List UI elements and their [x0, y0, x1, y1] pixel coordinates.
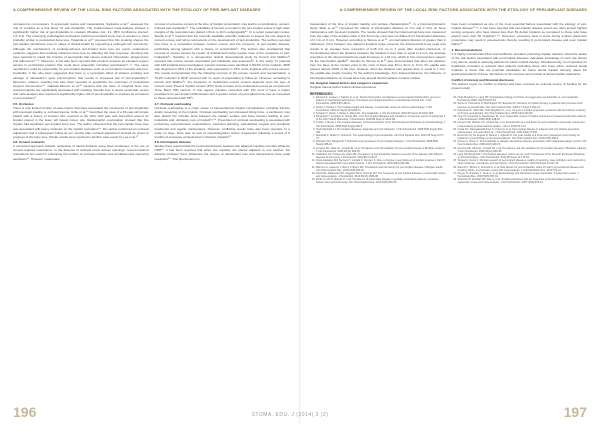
right-column-2	[452, 22, 588, 91]
reference-item: 13. Atieh MA, Alsabeeha NH, Faggion CM Jr, Duncan WJ. The frequency of peri-implant diseases: a systematic review and meta-analysis. J Periodontol. 2013;84(11):1586-98.	[316, 172, 446, 178]
reference-item: 16. Schou S, Holmstrup P, Worthington HV, Esposito M. Outcome of implant therapy in patients with previous tooth loss due to periodontitis. Clin Oral Implants Res. 2006;17 Suppl 2:104-23.	[458, 102, 588, 108]
paragraph: Surgical trauma and/or limited clinical experience	[310, 84, 377, 89]
reference-item: 9. Ferreira SD, Silva GL, Cortelli JR, et al. Prevalence and risk variables for peri-implant disease in Brazilian subjects. J Clin Periodontol. 2006;33(12):929-35.	[316, 147, 446, 153]
reference-item: 10. Koldsland OC, Scheie AA, Aass AM. Prevalence of peri-implantitis related to severity of the disease with different degrees of bone loss. J Periodontol. 2010;81(2):231-8.	[316, 153, 446, 159]
running-head-right: A COMPREHENSIVE REVIEW OF THE LOCAL RISK FACTORS ASSOCIATED WITH THE ETIOLOGY OF PERI-IMPLANT DISEASES	[339, 7, 587, 12]
reference-item: 28. Strietzel FP, Reichart PA, Kale A, et al. Smoking interferes with the prognosis of dental implant treatment: a systematic review and meta-analysis. J Clin Periodontol. 2007;34(6):523-44.	[458, 178, 588, 184]
reference-item: 11. Roos-Jansaker AM, Renvert H, Lindahl C, Renvert S. Nine- to fourteen-year follow-up of implant treatment. Part III: factors associated with peri-implant lesions. J Clin Periodontol. 2006;33(4):296-301.	[316, 159, 446, 165]
reference-item: 25. Tomasi C, Derks J. Clinical research of peri-implant diseases: quality of reporting, case definitions and methods to study incidence, prevalence and risk factors. J Clin Periodontol. 2012;39 Suppl 12:207-23.	[458, 159, 588, 165]
reference-item: 27. Dreyer H, Grischke J, Tiede C, et al. Epidemiology and risk factors of peri-implantitis: A systematic review. J Periodontal Res. 2018;53(5):657-81.	[458, 172, 588, 178]
reference-item: 23. Ferreira SD, Silva GL, Cortelli JR, et al. Prevalence and risk variables for peri-implant disease in Brazilian subjects. J Clin Periodontol. 2006;33(12):929-35.	[458, 147, 588, 153]
section-heading: 4. Recommendations	[451, 47, 483, 52]
section-heading: 3.8. Interimplant distance	[154, 139, 192, 144]
section-heading: 3.9. Surgical related factors and surgeon's experience	[310, 80, 389, 85]
right-page	[300, 0, 600, 424]
left-column-2	[155, 22, 291, 161]
journal-footer: STOMA. EDU. J (2014) 3 (2)	[251, 412, 329, 418]
reference-item: 1. Renvert S, Lessem J, Dahlén G, et al. Topical minocycline microspheres versus topical chlorhexidine gel as an adjunct to mechanical debridement of incipient peri-implant infections: a randomized clinical trial. J Clin Periodontol. 2006;33(5):362-9.	[316, 96, 446, 105]
reference-item: 8. Zitzmann NU, Berglundh T. Definition and prevalence of peri-implant diseases. J Clin Periodontol. 2008;35(8 Suppl):286-91.	[316, 140, 446, 146]
left-columns	[13, 22, 290, 161]
section-heading: Conflict of interest and financial disclosure	[451, 77, 514, 82]
section-heading: 3.7. Occlusal overloading	[154, 101, 192, 106]
paragraph: It is highly recommended that oral healthcare providers practicing implant dentistry should be aware of the risk factors associated with peri-implant diseases. Adequate knowledge of such risk factors may also be useful in selecting patients for future implant therapy. Simultaneously, it is imperative for healthcare providers to educate their patients (including those who have either received dental implants or those that are potential candidates for future dental implant therapy) about the detrimental effects of these risk factors on the success and survival of dental implant treatments.	[451, 51, 587, 77]
paragraph: have been considered as one of the most essential factors associated with the etiology of peri-implant disease⁶⁰·⁶¹. It has been reported that peri-implant disease scores are often at their highest among surgeons who have placed less than 50 dental implants as compared to those who have placed more than 50 implants⁶²·⁶³. Moreover, excessive heat or force during implant placement procedures may result in osteonecrosis thereby resulting in peri-implant disease and even implant failure⁶⁴.	[451, 21, 587, 47]
right-columns	[310, 22, 587, 91]
reference-item: 4. Berglundh T, Armitage G, Araujo MG, et al. Peri-implant diseases and conditions: Consensus report of workgroup 4 of the 2017 World Workshop. J Periodontol. 2018;89 Suppl 1:S313-S8.	[316, 115, 446, 121]
running-head-left: A COMPREHENSIVE REVIEW OF THE LOCAL RISK FACTORS ASSOCIATED WITH THE ETIOLOGY OF PERI-IMPLANT DISEASES	[13, 7, 261, 12]
reference-item: 14. Rinke S, Ohl S, Ziebolz D, et al. Prevalence of periimplant disease in partially edentulous patients: a practice-based cross-sectional study. Clin Oral Implants Res. 2011;22(8):826-33.	[316, 178, 446, 184]
reference-item: 24. Lang NP, Berglundh T. Periimplant diseases: where are we now? Consensus of the Seventh European Workshop on Periodontology. J Clin Periodontol. 2011;38 Suppl 11:178-81.	[458, 153, 588, 159]
paragraph: removal of excessive cement at the time of implant cementation may lead to a complication, cement-induced peri-implantitis⁴⁹. The probability of cement to remain in the peri-implant sulcus is high when margins of the restoration are placed 1.5mm to 3mm subgingivally⁵⁰. In a recent systematic review, Staubli et al.⁵¹ reported that the currently available scientific evidence to assess the role played by cement excess and luting components on the development of peri-implantitis. The authors reported that there is a correlation between cement excess and the presence of peri-implant disease, particularly among patients with a history of periodontitis⁵¹. The authors also emphasized that removal of excess cement by means of debridement helps resolve most of the symptoms of peri-implantitis⁵¹. Similarly, in a retrospective clinical observational study by Korsch and Walther⁵² reported that excess cement associated peri-implantitis was assessed⁵². In this study, 71 patients with 128 implants were investigated. Cement residues were identified in 59.5% of the implants. BOP was observed in 62% of the implants, and suppuration in 15% of the implants with excess cement. The results demonstrated that the following removal of the excess cement and reexamination, a 76.9% reduction in BOP occurred with no signs of suppuration in follow-up. However, according to Korsch and Walther⁵², the frequency of undetected excess cement depends upon the type of cement used. Present implant cement (PIC) tends to leave more undetected excess as compared to Temp Bond (TB) cement. In this regard, implants cemented with PIC tend to have a higher prevalence for peri-implant inflammation and a greater extent of peri-implant bone loss as compared to those cemented with TB⁵².	[154, 21, 291, 101]
left-column-1	[13, 22, 149, 161]
paragraph: There is only limited number of case-reports that have associated the occurrence of peri-implantitis with traumatic loading or occlusal trauma. Uribe et al.⁴⁶ described the case of a 63-year-old female patient with a history of bruxism who reported to the clinic with pain and discomfort around an implant placed in the lower left lateral incisor site. Radiographic examination showed that this implant had significant peri-implant bone loss. The author observed that the peri-implant bone loss was associated with heavy occlusion on the implant restoration⁴⁶. The author performed an occlusal adjustment and a subsequent follow-up ten months after occlusal adjustment showed an arrest of progress of the bone loss. Similar results were reported in another case-report by Lee et al.⁴⁷	[13, 105, 149, 139]
paragraph: The authors report no conflict of interest and have received no external source of funding for the present study.	[451, 81, 587, 90]
references-list-b	[452, 96, 588, 184]
reference-item: 20. Costa FO, Takenaka-Martinez S, Cota LO, et al. Peri-implant disease in subjects with and without preventive maintenance: a 5-year follow-up. J Clin Periodontol. 2012;39(2):173-81.	[458, 128, 588, 134]
reference-item: 15. Heitz-Mayfield LJ, Lang NP. Comparative biology of chronic and aggressive periodontitis vs. peri-implantitis. Periodontol 2000. 2010;53:167-81.	[458, 96, 588, 102]
reference-item: 5. Lindhe J, Meyle J. Peri-implant diseases: Consensus Report of the Sixth European Workshop on Periodontology. J Clin Periodontol. 2008;35(8 Suppl):282-5.	[316, 121, 446, 127]
page-number-left: 196	[13, 404, 37, 420]
references-list-a	[310, 96, 446, 184]
references-heading: REFERENCES	[310, 92, 333, 97]
references	[310, 96, 587, 184]
reference-item: 22. Serino G, Strom C. Peri-implantitis in partially edentulous patients: association with inadequate plaque control. Clin Oral Implants Res. 2009;20(2):169-74.	[458, 140, 588, 146]
right-column-1	[310, 22, 446, 91]
reference-item: 19. Ferreira SD, Martins CC, Amaral SA, et al. Periodontitis as a risk factor for peri-implantitis: systematic review and meta-analysis of observational studies. J Dent. 2018;79:1-10.	[458, 121, 588, 127]
reference-item: 3. Schwarz F, Derks J, Monje A, Wang HL. Peri-implantitis. J Clin Periodontol. 2018;45 Suppl 20:S246-S66.	[316, 112, 446, 115]
reference-item: 21. Roccuzzo M, De Angelis N, Bonino L, Aglietta M. Ten-year results of a three-arm prospective cohort study on implants in periodontally compromised patients. Clin Oral Implants Res. 2010;21(5):490-6.	[458, 134, 588, 140]
reference-item: 12. Marrone A, Lasserre J, Bercy P, Brecx MC. Prevalence and risk factors for peri-implant disease in Belgian adults. Clin Oral Implants Res. 2013;24(8):934-40.	[316, 166, 446, 172]
section-heading: 3.6. Cement remnants	[13, 139, 45, 144]
reference-item: 26. Stacchi C, Berton F, Perinetti G, et al. Risk factors for peri-implantitis: effect of history of periodontal disease and smoking habits. A systematic review and meta-analysis. J Oral Maxillofac Res. 2016;7(3):e3.	[458, 166, 588, 172]
section-heading: 3.5. Occlusion	[13, 101, 34, 106]
page-number-right: 197	[563, 404, 587, 420]
reference-item: 7. Mombelli A, Muller N, Cionca N. The epidemiology of peri-implantitis. Clin Oral Implants Res. 2012;23 Suppl 6:67-76.	[316, 134, 446, 140]
paragraph: A cemented approach towards restoration of dental implants using fixed prostheses is the use of cement-retained restorations. In the absence of occlusal screw access openings, cement-retained restorations are useful in enhancing the number of occlusal contacts and simultaneously improving aesthetics⁴⁸. However, inadequate	[13, 144, 149, 161]
reference-item: 18. Ong CT, Ivanovski S, Needleman IG, et al. Systematic review of implant outcomes in treated periodontitis subjects. J Clin Periodontol. 2008;35(5):438-62.	[458, 115, 588, 121]
paragraph: independent of the time of implant loading and surface characteristics⁵⁷. In a histomorphometric study, Elian et al.⁵⁸ compared the effects of interimplant distance (2 mm and 3 mm) on bone maintenance with two-level implants. The results showed that the interproximal bone loss measured from the edge of the implant collar to the first bone crest was not different for interimplant distances of 2 mm or 3 mm. However, according to Tarnow et al.⁵⁹, an interimplant distance of greater than 3 millimeters (mm) between two adjacent implants helps preserve the interproximal bone peak and results in an average bone resorption of 0.45 mm up to 3 years after implant placement. In circumstances where the distance between the implants is less than or equal to 3 mm, the average resorption of the interproximal bone peak increases to 1.04 mm, which in turn compromises support for the interimplant papilla⁵⁹. Results by Tarnow et al.⁵⁹ also demonstrated that when the distance from the base of the contact point to the crest of bone was 5mm, 6mm or 7mm, the papilla was present almost 100% of the time; however, when the distance was greater than or equal to 7 mm, the papilla was mostly missing. To the author's knowledge, from indexed literature, the influence of interimplant distance on crestal bone loss around dental implants remains unclear.	[310, 21, 446, 80]
reference-item: 17. Karoussis IK, Salvi GE, Heitz-Mayfield LJ, et al. Long-term implant prognosis in patients with and without a history of chronic periodontitis. Clin Oral Implants Res. 2003;14(3):329-39.	[458, 109, 588, 115]
paragraph: Studies have reported that the horizontal distance between two adjacent implants can also influence CBH⁵⁶. It has been reported that when two implants are placed adjacent to one another, the distance between them influences the degree of interimplant loss and interproximal bone peak resorption⁵⁶. This phenomenon is	[154, 144, 290, 161]
paragraph: Occlusal overloading is a major cause of biomechanical implant complications including fracture and/or loosening of the implant. Occlusal overloading (an increased biting force, a cantilever) may also disturb the intricate bond between the implant surface and bone thereby leading to peri-implantitis and, ultimately, loss of implant⁵³·⁵⁴. Prevention of occlusal overloading is associated with performing comprehensive examinations, treatment planning, well-defined surgical and prosthetic treatments and regular maintenance. However, conflicting results have also been reported. In a study on dogs, there was no loss of osseointegration and/or progression following a period of 8 months of excessive occlusal load on titanium implants⁵⁵.	[154, 105, 290, 139]
reference-item: 6. Heitz-Mayfield LJ. Peri-implant diseases: diagnosis and risk indicators. J Clin Periodontol. 2008;35(8 Suppl):292-304.	[316, 128, 446, 134]
reference-item: 2. Derks J, Tomasi C. Peri-implant health and disease. A systematic review of current epidemiology. J Clin Periodontol. 2015;42 Suppl 16:S158-71.	[316, 106, 446, 112]
paragraph: compared to non-smokers. In systematic review and metaanalysis, Sgolastra et al.³⁷ assessed the role of smoking as a risk factor for peri-implantitis. The implant-based meta-analysis showed a significantly higher risk of peri-implantitis in smokers (Relative risk: 3.1, 95% Confidence interval: 1.5–6.4). The underlying pathological mechanism behind peri-implant bone loss in smokers is most probably similar to periodontal bone loss. Tsigarida et al.³⁸ proposed that this smoking shapes the peri-implant microbiome even in states of clinical health by supporting a pathogen-rich community. Although the mechanisms of smoking-induced peri-implant bone loss are poorly understood, evidence suggests that smoking enhances bone loss by affecting the host response. Smoking has been reported to impair the function of neutrophils that causes reduced chemotaxis, phagocytosis and adherence³⁹·⁴⁰. Moreover, it has also been reported that smokers possess an elevated oxygen tension in periodontal pockets that could favor anaerobic microbial colonization⁴¹·⁴². The same mechanism could be responsible for peri-implant diseases such as peri-implant mucositis and peri-implantitis. It has also been suggested that there is a synergistic effect of tobacco smoking and carriage of interleukin-1 gene polymorphism that results in increased risk of peri-implantitis⁴³. Moreover, tobacco smoking has also been reported to jeopardize the outcomes of periodontal surgical interventions⁴⁴. Galándo-Moreno et al.⁴⁵ reported that the rates of marginal bone loss around implants are significantly associated with smoking. Results from a recent systematic review and meta-analysis also reported a significantly higher risk of peri-implantitis in smokers as compared to non-smokers³⁷.	[13, 21, 149, 101]
